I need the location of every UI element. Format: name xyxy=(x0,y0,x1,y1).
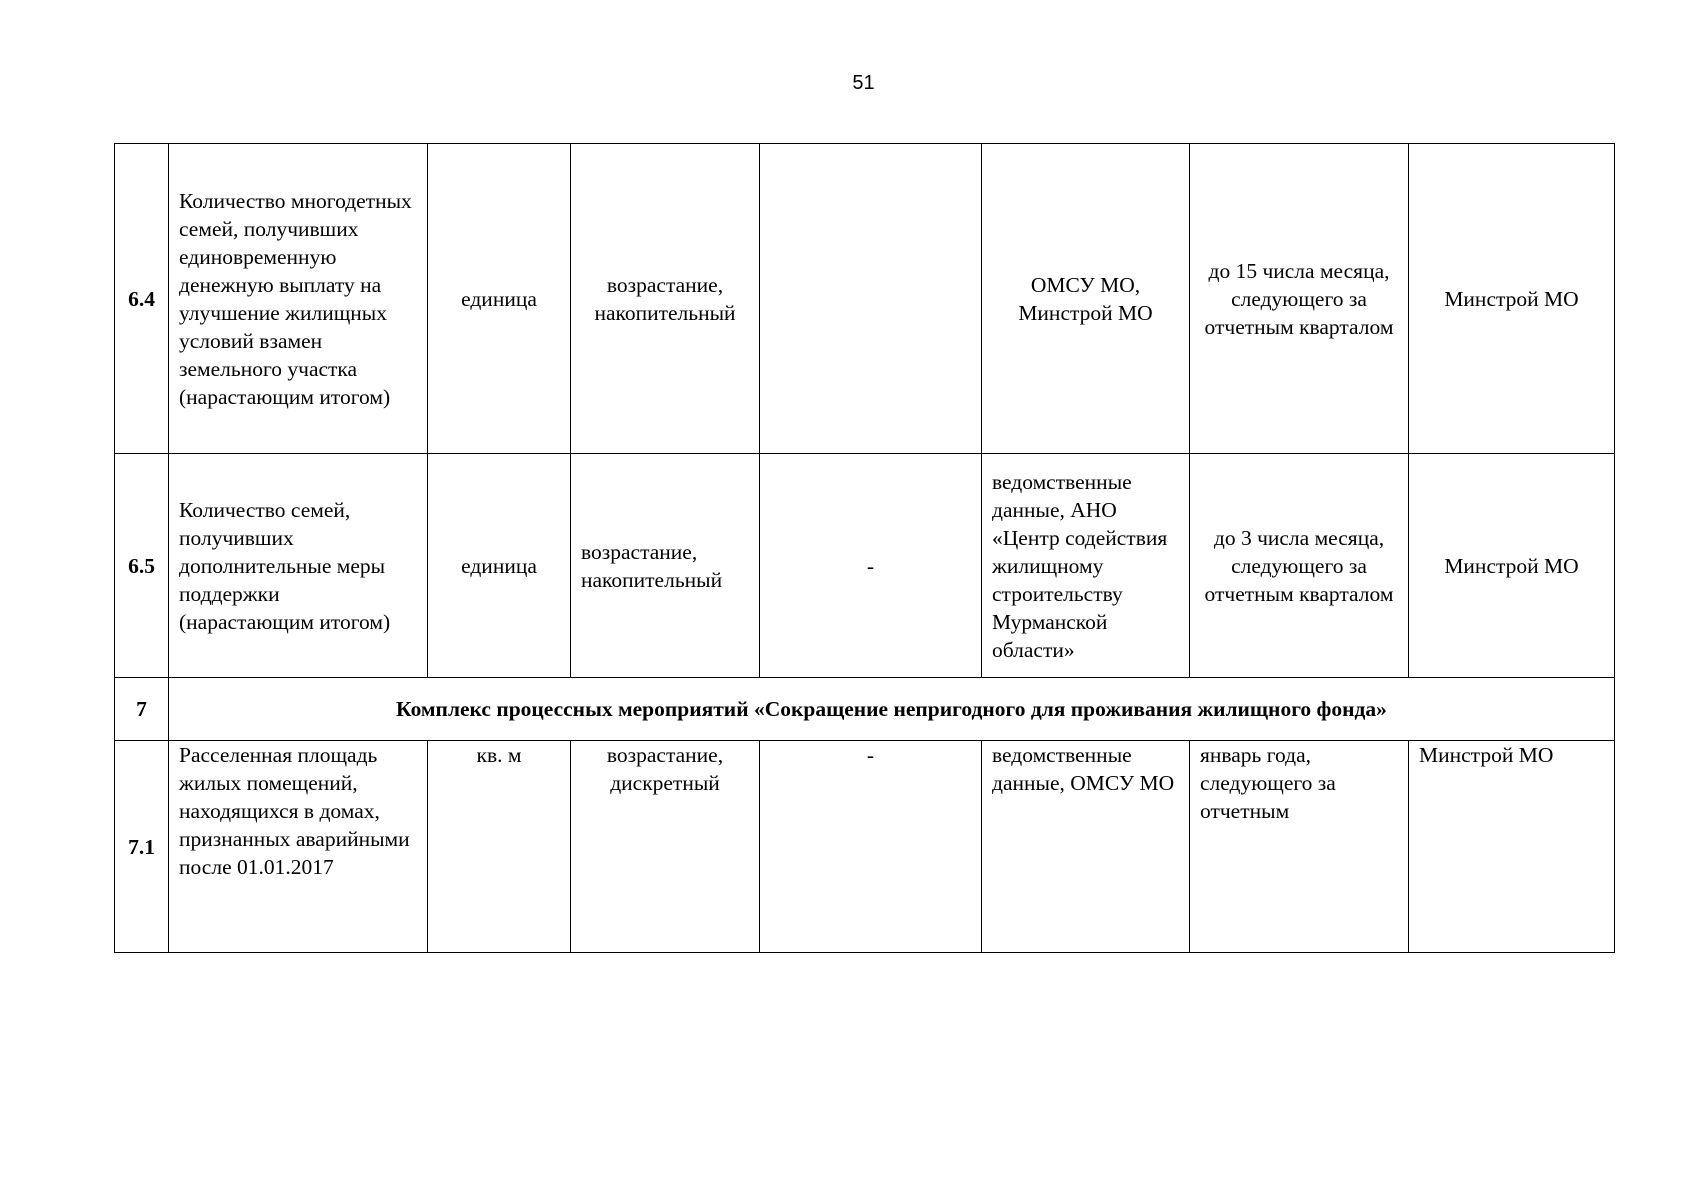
deadline-cell: до 15 числа месяца, следующего за отчетным кварталом xyxy=(1190,144,1409,454)
page-number: 51 xyxy=(852,72,875,94)
row-number: 7 xyxy=(115,678,169,741)
extra-cell: - xyxy=(760,454,982,678)
source-cell: ведомственные данные, АНО «Центр содействия жилищному строительству Мурманской области» xyxy=(982,454,1190,678)
unit-cell: единица xyxy=(428,454,571,678)
indicator-name: Количество семей, получивших дополнительные меры поддержки (нарастающим итогом) xyxy=(169,454,428,678)
section-row xyxy=(115,678,1615,741)
responsible-cell: Минстрой МО xyxy=(1409,741,1615,953)
table-row xyxy=(115,741,1615,953)
table-row xyxy=(115,454,1615,678)
indicator-name: Количество многодетных семей, получивших единовременную денежную выплату на улучшение жилищных условий взамен земельного участка (нарастающим итогом) xyxy=(169,144,428,454)
indicators-table xyxy=(114,143,1615,953)
section-title: Комплекс процессных мероприятий «Сокращение непригодного для проживания жилищного фонда» xyxy=(169,678,1615,741)
row-number: 6.5 xyxy=(115,454,169,678)
trend-cell: возрастание, накопительный xyxy=(571,454,760,678)
unit-cell: кв. м xyxy=(428,741,571,953)
extra-cell: - xyxy=(760,741,982,953)
extra-cell xyxy=(760,144,982,454)
responsible-cell: Минстрой МО xyxy=(1409,454,1615,678)
indicator-name: Расселенная площадь жилых помещений, находящихся в домах, признанных аварийными после 01.01.2017 xyxy=(169,741,428,953)
trend-cell: возрастание, накопительный xyxy=(571,144,760,454)
source-cell: ведомственные данные, ОМСУ МО xyxy=(982,741,1190,953)
row-number: 7.1 xyxy=(115,741,169,953)
deadline-cell: до 3 числа месяца, следующего за отчетным кварталом xyxy=(1190,454,1409,678)
unit-cell: единица xyxy=(428,144,571,454)
deadline-cell: январь года, следующего за отчетным xyxy=(1190,741,1409,953)
row-number: 6.4 xyxy=(115,144,169,454)
responsible-cell: Минстрой МО xyxy=(1409,144,1615,454)
source-cell: ОМСУ МО, Минстрой МО xyxy=(982,144,1190,454)
trend-cell: возрастание, дискретный xyxy=(571,741,760,953)
table-row xyxy=(115,144,1615,454)
